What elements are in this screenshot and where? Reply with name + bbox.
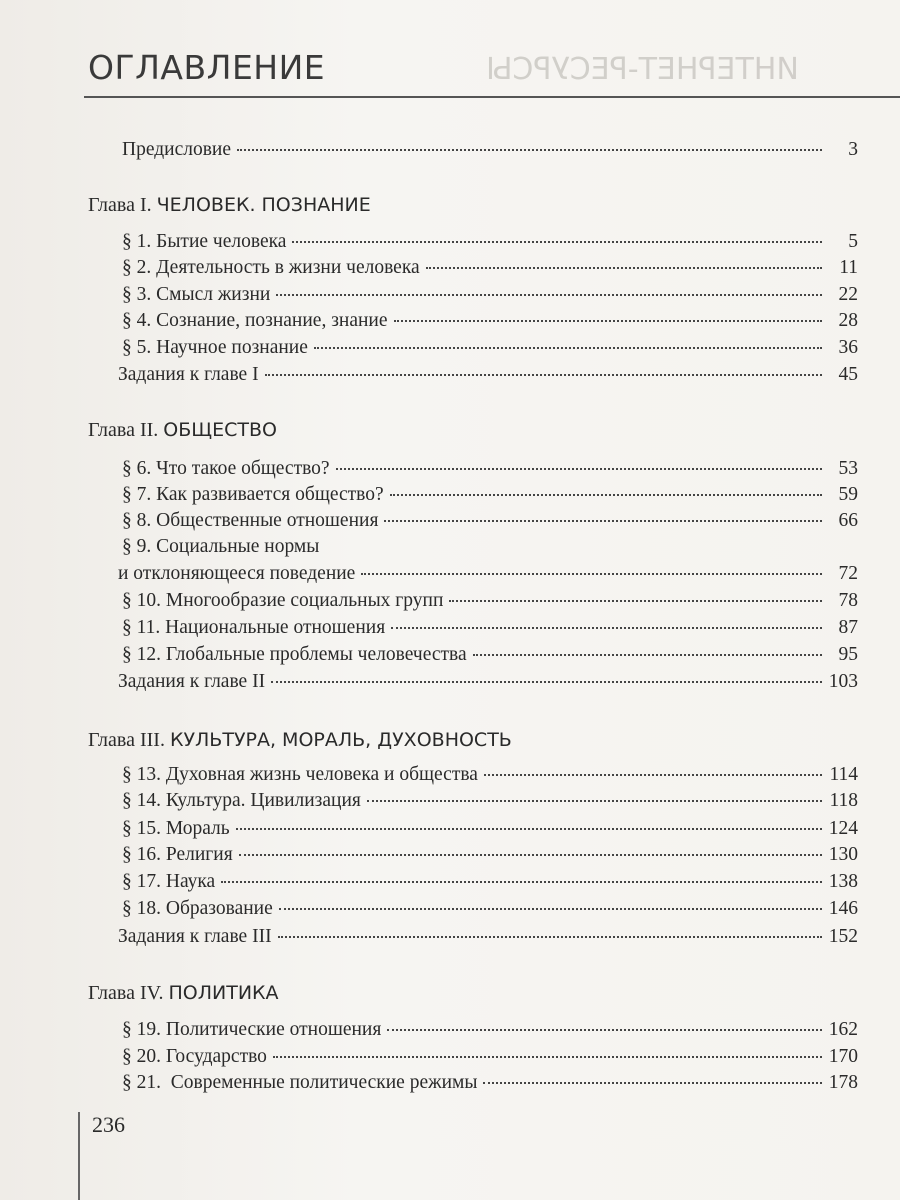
toc-entry[interactable] <box>122 589 858 613</box>
toc-entry[interactable] <box>122 283 858 307</box>
chapter-prefix: Глава IV. <box>88 982 164 1004</box>
toc-entry[interactable] <box>122 1071 858 1095</box>
entry-page: 114 <box>829 764 858 785</box>
entry-page: 53 <box>838 458 858 479</box>
entry-label: § 20. Государство <box>122 1046 267 1067</box>
dot-leader <box>265 374 822 376</box>
chapter-title: ЧЕЛОВЕК. ПОЗНАНИЕ <box>156 194 371 216</box>
entry-label: Задания к главе II <box>118 671 266 692</box>
chapter-prefix: Глава III. <box>88 729 165 751</box>
toc-entry[interactable] <box>122 843 858 867</box>
entry-label: Задания к главе I <box>118 364 259 385</box>
dot-leader <box>391 627 822 629</box>
entry-page: 72 <box>838 563 858 584</box>
entry-label: § 13. Духовная жизнь человека и общества <box>122 764 478 785</box>
entry-label: Предисловие <box>122 139 232 160</box>
toc-entry[interactable] <box>118 925 858 949</box>
entry-label: § 17. Наука <box>122 871 216 892</box>
chapter-title: ОБЩЕСТВО <box>163 419 277 441</box>
chapter-title: КУЛЬТУРА, МОРАЛЬ, ДУХОВНОСТЬ <box>169 729 512 751</box>
entry-page: 78 <box>838 590 858 611</box>
entry-page: 138 <box>828 871 858 892</box>
toc-entry[interactable] <box>122 509 858 533</box>
margin-line <box>78 1112 80 1200</box>
dot-leader <box>483 1082 822 1084</box>
entry-page: 45 <box>838 364 858 385</box>
dot-leader <box>336 468 822 470</box>
entry-page: 146 <box>828 898 858 919</box>
entry-page: 178 <box>828 1072 858 1093</box>
toc-entry[interactable] <box>122 817 858 841</box>
entry-label: § 16. Религия <box>122 844 233 865</box>
entry-page: 59 <box>838 484 858 505</box>
toc-entry[interactable] <box>122 336 858 360</box>
chapter-heading <box>88 193 371 217</box>
chapter-title: ПОЛИТИКА <box>168 982 279 1004</box>
chapter-heading <box>88 981 279 1005</box>
entry-label: и отклоняющееся поведение <box>118 563 356 584</box>
chapter-heading <box>88 418 277 442</box>
entry-page: 87 <box>838 617 858 638</box>
toc-entry[interactable] <box>118 363 858 387</box>
toc-entry[interactable] <box>122 457 858 481</box>
entry-page: 130 <box>828 844 858 865</box>
entry-label: § 18. Образование <box>122 898 273 919</box>
dot-leader <box>484 774 822 776</box>
entry-label: Задания к главе III <box>118 926 272 947</box>
dot-leader <box>314 347 822 349</box>
entry-label: § 11. Национальные отношения <box>122 617 386 638</box>
entry-label: § 12. Глобальные проблемы человечества <box>122 644 467 665</box>
dot-leader <box>367 800 822 802</box>
toc-entry[interactable] <box>118 670 858 694</box>
bleed-through-heading: ИНТЕРНЕТ-РЕСУРСЫ <box>486 52 799 87</box>
dot-leader <box>390 494 822 496</box>
dot-leader <box>221 881 822 883</box>
entry-page: 22 <box>838 284 858 305</box>
dot-leader <box>237 149 822 151</box>
toc-entry[interactable] <box>122 1018 858 1042</box>
entry-page: 152 <box>828 926 858 947</box>
entry-page: 124 <box>828 818 858 839</box>
dot-leader <box>387 1029 822 1031</box>
entry-page: 118 <box>829 790 858 811</box>
entry-page: 11 <box>839 257 858 278</box>
dot-leader <box>292 241 822 243</box>
entry-label: § 2. Деятельность в жизни человека <box>122 257 420 278</box>
entry-label: § 15. Мораль <box>122 818 230 839</box>
entry-label: § 3. Смысл жизни <box>122 284 271 305</box>
entry-page: 66 <box>838 510 858 531</box>
entry-label: § 9. Социальные нормы <box>122 536 320 557</box>
entry-label: § 10. Многообразие социальных групп <box>122 590 444 611</box>
dot-leader <box>394 320 822 322</box>
dot-leader <box>449 600 822 602</box>
toc-entry[interactable] <box>122 483 858 507</box>
page-title: ОГЛАВЛЕНИЕ <box>88 48 326 87</box>
entry-page: 103 <box>828 671 858 692</box>
entry-page: 162 <box>828 1019 858 1040</box>
dot-leader <box>384 520 822 522</box>
page-number: 236 <box>92 1112 125 1137</box>
entry-label: § 21. Современные политические режимы <box>122 1072 478 1093</box>
chapter-heading <box>88 728 512 752</box>
entry-page: 95 <box>838 644 858 665</box>
entry-page: 28 <box>838 310 858 331</box>
dot-leader <box>236 828 822 830</box>
dot-leader <box>271 681 822 683</box>
toc-entry[interactable] <box>122 138 858 162</box>
entry-label: § 4. Сознание, познание, знание <box>122 310 388 331</box>
entry-label: § 19. Политические отношения <box>122 1019 382 1040</box>
toc-entry[interactable] <box>122 763 858 787</box>
toc-entry[interactable] <box>118 562 858 586</box>
toc-entry[interactable] <box>122 789 858 813</box>
toc-entry[interactable] <box>122 870 858 894</box>
dot-leader <box>278 936 822 938</box>
entry-label: § 1. Бытие человека <box>122 231 287 252</box>
entry-label: § 5. Научное познание <box>122 337 308 358</box>
toc-entry[interactable] <box>122 616 858 640</box>
entry-label: § 14. Культура. Цивилизация <box>122 790 361 811</box>
toc-entry[interactable] <box>122 309 858 333</box>
toc-entry[interactable] <box>122 1045 858 1069</box>
dot-leader <box>473 654 822 656</box>
entry-page: 3 <box>848 139 858 160</box>
dot-leader <box>361 573 822 575</box>
entry-label: § 7. Как развивается общество? <box>122 484 384 505</box>
entry-label: § 8. Общественные отношения <box>122 510 379 531</box>
entry-label: § 6. Что такое общество? <box>122 458 330 479</box>
toc-entry[interactable] <box>122 535 858 559</box>
title-rule <box>84 96 900 98</box>
entry-page: 36 <box>838 337 858 358</box>
chapter-prefix: Глава I. <box>88 194 152 216</box>
dot-leader <box>426 267 822 269</box>
toc-entry[interactable] <box>122 256 858 280</box>
toc-entry[interactable] <box>122 643 858 667</box>
entry-page: 5 <box>848 231 858 252</box>
dot-leader <box>273 1056 822 1058</box>
dot-leader <box>239 854 822 856</box>
toc-entry[interactable] <box>122 230 858 254</box>
chapter-prefix: Глава II. <box>88 419 159 441</box>
dot-leader <box>279 908 822 910</box>
toc-entry[interactable] <box>122 897 858 921</box>
entry-page: 170 <box>828 1046 858 1067</box>
dot-leader <box>276 294 822 296</box>
